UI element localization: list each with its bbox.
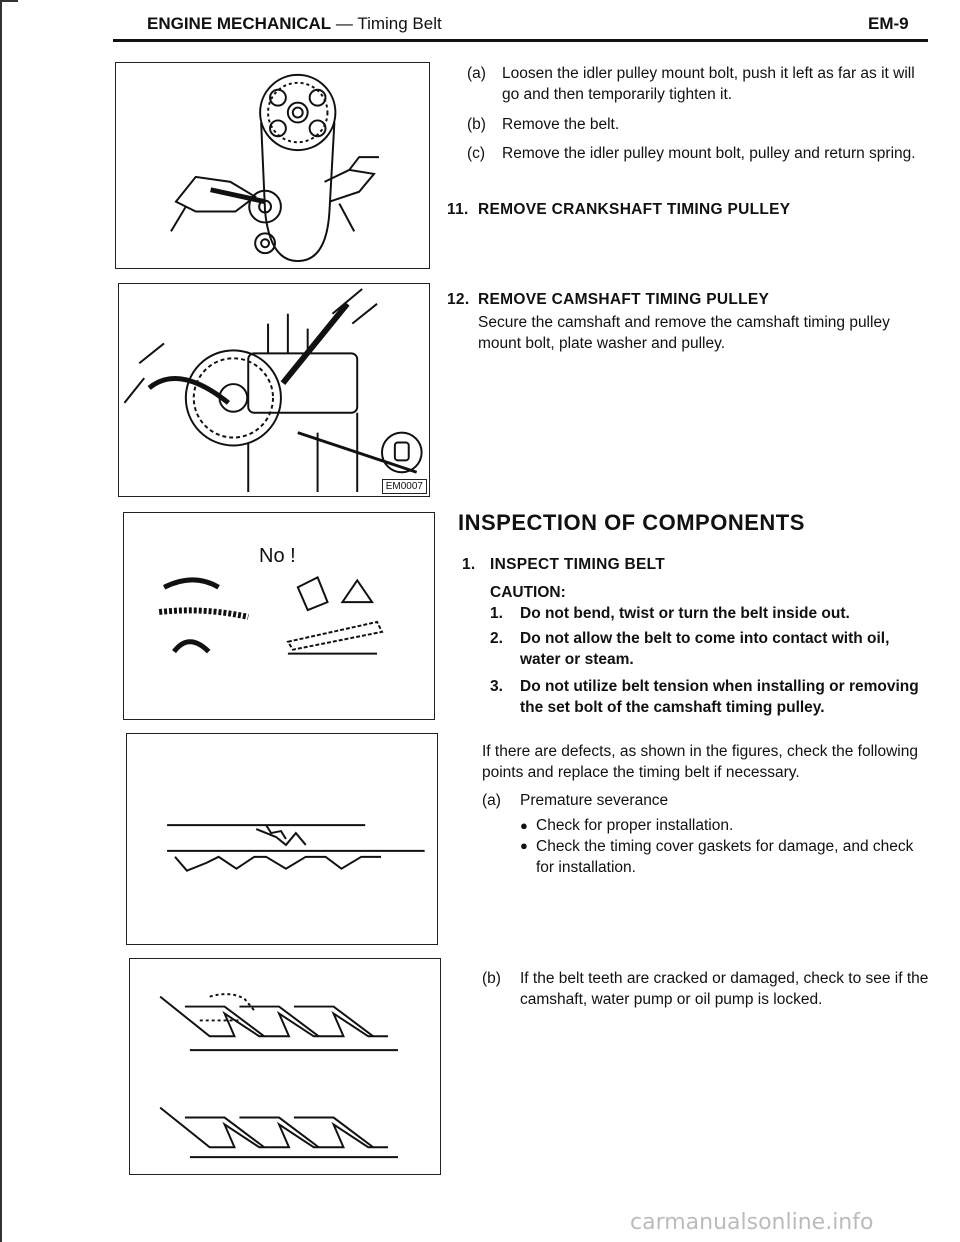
page-edge-line: [0, 0, 2, 1242]
figure-belt-handling-warning: [123, 512, 435, 720]
header-subsection: Timing Belt: [357, 14, 442, 33]
step10-c-label: (c): [467, 145, 486, 162]
caution-2-number: 2.: [490, 630, 503, 647]
step10-a-label: (a): [467, 65, 486, 82]
step10-c-text: Remove the idler pulley mount bolt, pulley and return spring.: [502, 145, 916, 162]
bullet-icon: ●: [520, 838, 528, 853]
step12-number: 12.: [447, 291, 470, 308]
step10-b-label: (b): [467, 116, 486, 133]
camshaft-pulley-illustration: [119, 284, 429, 496]
caution-3-text: Do not utilize belt tension when installing or removing the set bolt of the camshaft timing pulley.: [520, 678, 919, 716]
caution-3-number: 3.: [490, 678, 503, 695]
step12-body: Secure the camshaft and remove the camshaft timing pulley mount bolt, plate washer and pulley.: [478, 314, 890, 352]
caution-1-text: Do not bend, twist or turn the belt inside out.: [520, 605, 850, 622]
caution-1-number: 1.: [490, 605, 503, 622]
inspect-a-title: Premature severance: [520, 792, 669, 809]
cracked-teeth-illustration: [130, 959, 440, 1174]
header-rule: [113, 39, 928, 42]
page-number: EM-9: [868, 14, 909, 33]
inspection-section-title: INSPECTION OF COMPONENTS: [458, 510, 805, 535]
inspect-a-bullet-1: ● Check for proper installation.: [520, 815, 932, 836]
inspect-step1-number: 1.: [462, 556, 476, 573]
inspect-step1-title: INSPECT TIMING BELT: [490, 556, 666, 573]
inspect-b-text: If the belt teeth are cracked or damaged, check to see if the camshaft, water pump or oil pump is locked.: [520, 970, 929, 1008]
severed-belt-illustration: [127, 734, 437, 944]
page-header-title: [147, 14, 442, 34]
header-section: ENGINE MECHANICAL: [147, 14, 332, 33]
figure-premature-severance: [126, 733, 438, 945]
step10-b-text: Remove the belt.: [502, 116, 620, 133]
inspection-intro: If there are defects, as shown in the figures, check the following points and replace the timing belt if necessary.: [482, 743, 918, 781]
step10-a-text: Loosen the idler pulley mount bolt, push it left as far as it will go and then temporarily tighten it.: [502, 65, 915, 103]
figure-crankshaft-pulley: [115, 62, 430, 269]
crankshaft-pulley-illustration: [116, 63, 429, 268]
figure-camshaft-pulley: [118, 283, 430, 497]
caution-2-text: Do not allow the belt to come into contact with oil, water or steam.: [520, 630, 890, 668]
inspect-b-label: (b): [482, 970, 501, 987]
step11-number: 11.: [447, 201, 469, 218]
page-corner-mark: [0, 0, 18, 2]
figure-code: EM0007: [382, 479, 427, 494]
belt-handling-illustration: [124, 513, 434, 719]
step12-title: REMOVE CAMSHAFT TIMING PULLEY: [478, 291, 770, 308]
header-dash: —: [335, 14, 353, 33]
no-warning-label: No !: [259, 545, 296, 567]
footer-watermark: carmanualsonline.info: [630, 1210, 874, 1235]
step11-title: REMOVE CRANKSHAFT TIMING PULLEY: [478, 201, 791, 218]
inspect-a-label: (a): [482, 792, 501, 809]
inspect-a-bullet-2: Check the timing cover gaskets for damage, and check for installation.: [536, 838, 914, 876]
caution-title: CAUTION:: [490, 584, 566, 601]
figure-cracked-teeth: [129, 958, 441, 1175]
